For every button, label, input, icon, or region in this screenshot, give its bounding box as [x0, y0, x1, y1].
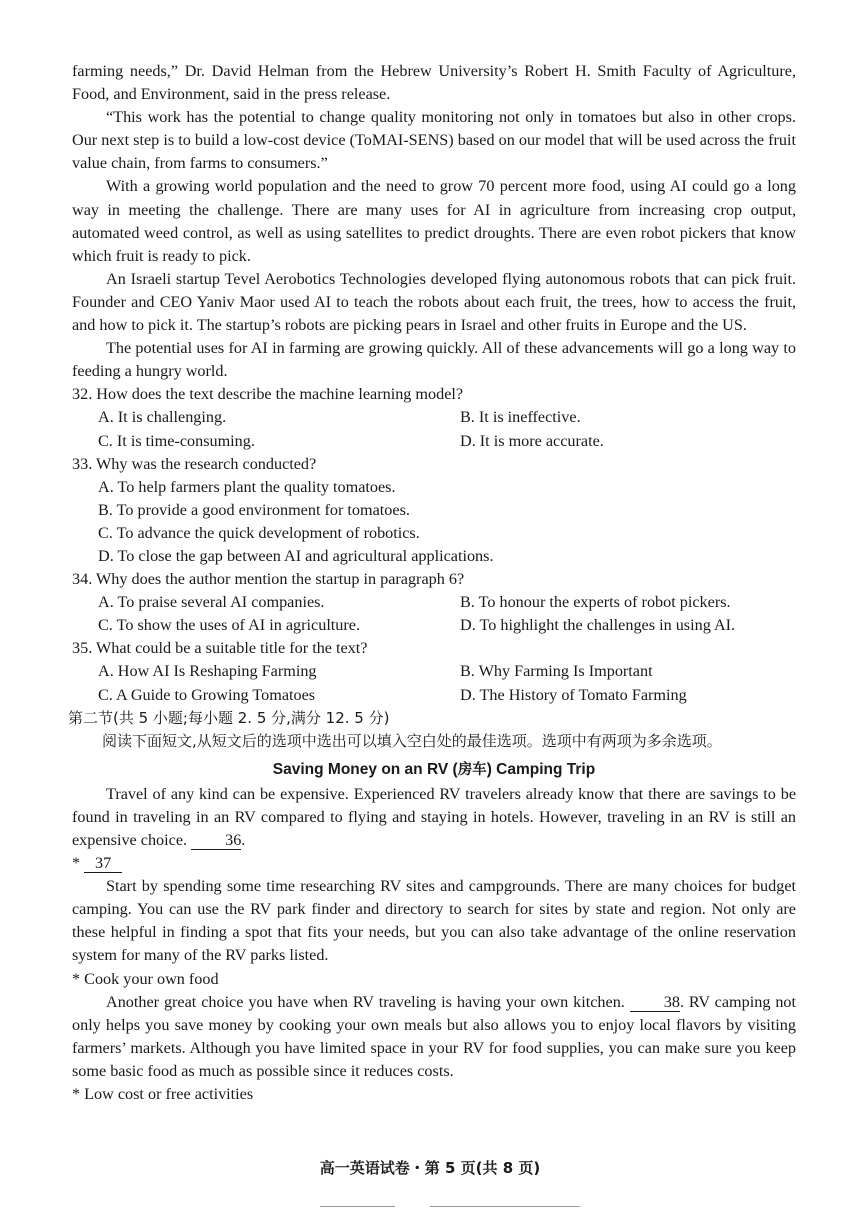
question-34 — [72, 568, 796, 637]
footer-divider — [430, 1206, 580, 1207]
bullet-heading: * Low cost or free activities — [72, 1085, 254, 1104]
passage-paragraph: Start by spending some time researching RV sites and campgrounds. There are many choices for budget camping. You can use the RV park finder and directory to search for sites by state and region. Not only are these helpful in finding a spot that fits your needs, but you can also take advantage of the online reservation system for many of the RV parks listed. — [72, 877, 796, 965]
option-c: C. To show the uses of AI in agriculture. — [98, 616, 361, 635]
option-c: C. To advance the quick development of robotics. — [98, 523, 420, 542]
bullet-heading: * Cook your own food — [72, 969, 219, 988]
question-35 — [72, 637, 796, 706]
paragraph: farming needs,” Dr. David Helman from the Hebrew University’s Robert H. Smith Faculty of Agriculture, Food, and Environment, said in the press release. — [72, 62, 796, 104]
option-b: B. It is ineffective. — [460, 408, 581, 427]
passage-paragraph: Another great choice you have when RV traveling is having your own kitchen. 38. RV camping not only helps you save money by cooking your own meals but also allows you to enjoy local flavors by visiting farmers’ markets. Although you have limited space in your RV for food supplies, you can make sure you keep some basic food as much as possible since it reduces costs. — [72, 992, 797, 1080]
passage-title: Saving Money on an RV (房车) Camping Trip — [272, 760, 596, 778]
page-footer: 高一英语试卷・第 5 页(共 8 页) — [319, 1159, 541, 1177]
option-c: C. It is time-consuming. — [98, 431, 255, 450]
option-a: A. It is challenging. — [98, 408, 227, 427]
blank-36[interactable]: 36 — [191, 831, 241, 850]
footer-divider — [320, 1206, 395, 1207]
paragraph: “This work has the potential to change quality monitoring not only in tomatoes but also in other crops. Our next step is to build a low-cost device (ToMAI-SENS) based on our model that will be used across the fruit value chain, from farms to consumers.” — [72, 108, 796, 173]
paragraph: With a growing world population and the need to grow 70 percent more food, using AI could go a long way in meeting the challenge. There are many uses for AI in agriculture from increasing crop output, automated weed control, as well as using satellites to predict droughts. There are even robot pickers that know which fruit is ready to pick. — [72, 177, 796, 265]
blank-38[interactable]: 38 — [630, 993, 680, 1012]
question-stem: 34. Why does the author mention the startup in paragraph 6? — [72, 570, 465, 589]
option-d: D. It is more accurate. — [460, 431, 604, 450]
option-d: D. The History of Tomato Farming — [460, 685, 687, 704]
section-instruction: 阅读下面短文,从短文后的选项中选出可以填入空白处的最佳选项。选项中有两项为多余选项。 — [102, 731, 722, 750]
option-b: B. To provide a good environment for tomatoes. — [98, 500, 410, 519]
question-stem: 32. How does the text describe the machine learning model? — [72, 385, 464, 404]
paragraph: An Israeli startup Tevel Aerobotics Technologies developed flying autonomous robots that can pick fruit. Founder and CEO Yaniv Maor used AI to teach the robots about each fruit, the trees, how to access the fruit, and how to pick it. The startup’s robots are picking pears in Israel and other fruits in Europe and the US. — [72, 269, 796, 335]
paragraph: The potential uses for AI in farming are growing quickly. All of these advancements will go a long way to feeding a hungry world. — [72, 339, 796, 381]
option-b: B. To honour the experts of robot pickers. — [460, 593, 731, 612]
option-d: D. To highlight the challenges in using AI. — [460, 616, 736, 635]
blank-37[interactable]: 37 — [84, 854, 122, 873]
bullet-37: * 37 — [72, 852, 796, 875]
question-stem: 33. Why was the research conducted? — [72, 454, 317, 473]
option-d: D. To close the gap between AI and agricultural applications. — [98, 546, 494, 565]
question-32 — [72, 383, 796, 452]
option-a: A. To praise several AI companies. — [98, 593, 325, 612]
section-header: 第二节(共 5 小题;每小题 2. 5 分,满分 12. 5 分) — [68, 708, 390, 727]
question-stem: 35. What could be a suitable title for the text? — [72, 639, 368, 658]
option-a: A. How AI Is Reshaping Farming — [98, 662, 317, 681]
option-b: B. Why Farming Is Important — [460, 662, 653, 681]
passage-paragraph: Travel of any kind can be expensive. Experienced RV travelers already know that there are savings to be found in traveling in an RV compared to flying and staying in hotels. However, traveling in an RV is still an expensive choice. 36. — [72, 784, 796, 849]
option-c: C. A Guide to Growing Tomatoes — [98, 685, 316, 704]
option-a: A. To help farmers plant the quality tomatoes. — [98, 477, 396, 496]
exam-page — [68, 60, 797, 1106]
question-33 — [72, 453, 796, 568]
